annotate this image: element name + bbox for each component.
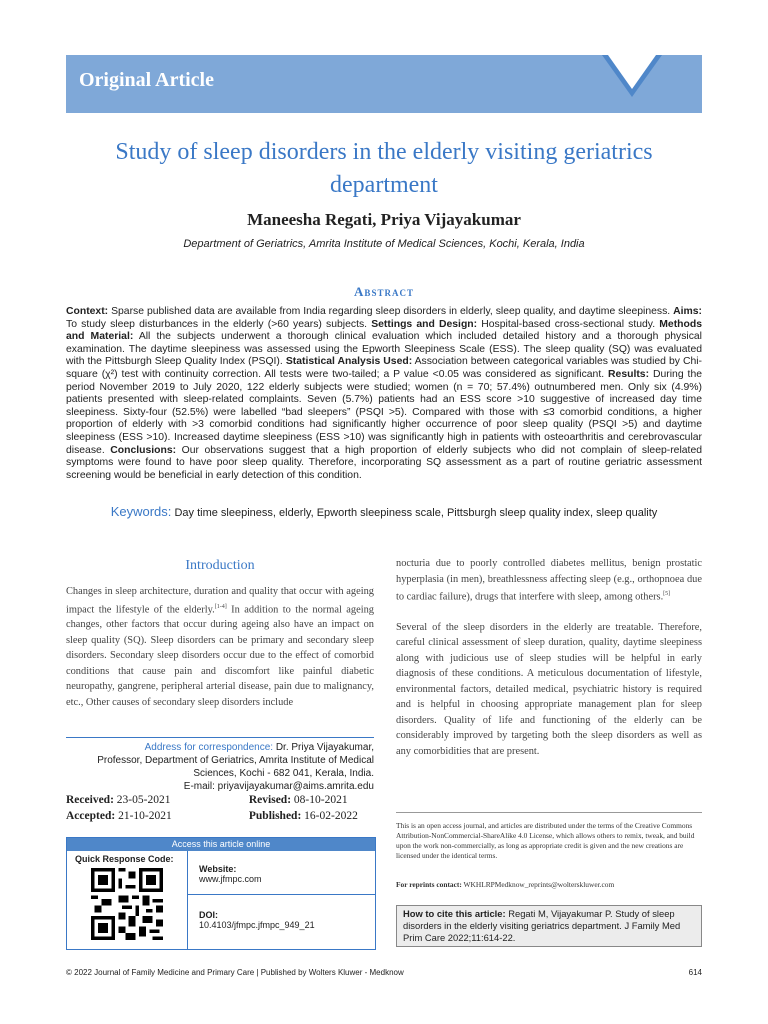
intro-left-text-cont: In addition to the normal ageing changes, other factors that occur during ageing also have an impact on sleep quality (SQ). Sleep disorders can be primary and secondary sleep disorders. Secondary sleep disorders occur due to the effect of comorbid conditions that cause pain and discomfort like painful diabetic neuropathy, gangrene, peripheral arterial disease, pain due to malignancy, etc., Other causes of secondary sleep disorders include — [66, 603, 374, 708]
intro-left-column — [66, 584, 374, 710]
aims-text: To study sleep disturbances in the elderly (>60 years) subjects. — [66, 318, 368, 330]
received-date: 23-05-2021 — [116, 794, 171, 806]
cite-text: Regati M, Vijayakumar P. Study of sleep disorders in the elderly visiting geriatrics department. J Family Med Prim Care 2022;11:614-22. — [403, 908, 681, 943]
conclusions-label: Conclusions: — [110, 444, 177, 456]
methods-label: Methods and Material: — [66, 318, 702, 343]
revised-date: 08-10-2021 — [293, 794, 348, 806]
methods-text: All the subjects underwent a thorough clinical evaluation which included detailed history and a thorough physical examination. The daytime sleepiness was assessed using the Epworth Sleepiness Scale (ESS). The sleep quality (SQ) was evaluated with the Pittsburgh Sleep Quality Index (PSQI). — [66, 331, 702, 368]
revised-label: Revised: — [248, 794, 292, 806]
access-online-box — [66, 837, 376, 950]
settings-label: Settings and Design: — [371, 318, 478, 330]
article-title: Study of sleep disorders in the elderly visiting geriatrics department — [115, 139, 653, 198]
correspondence-name: Dr. Priya Vijayakumar, — [275, 742, 374, 753]
intro-right-column — [396, 556, 702, 759]
doi-link[interactable]: 10.4103/jfmpc.jfmpc_949_21 — [199, 920, 315, 930]
aims-label: Aims: — [673, 306, 702, 317]
intro-right-paragraph-2: Several of the sleep disorders in the elderly are treatable. Therefore, careful clinical assessment of sleep duration, quality, daytime sleepiness along with judicious use of sleep studies will be helpful in early diagnosis of these conditions. A meticulous documentation of lifestyle, environmental factors, detailed medical, psychiatric history is required and is helpful in choosing appropriate management plan for sleep disorders. Quality of life and functioning of the elderly can be considerably improved by targeting both the sleep disorders as well as any comorbidities that are present. — [396, 621, 702, 757]
context-text: Sparse published data are available from India regarding sleep disorders in elderly, sleep quality, and daytime sleepiness. — [111, 306, 671, 317]
correspondence-block — [66, 737, 374, 793]
citation-box — [396, 905, 702, 947]
page-number: 614 — [688, 968, 702, 977]
correspondence-email[interactable]: E-mail: priyavijayakumar@aims.amrita.edu — [183, 781, 374, 792]
reprints-label: For reprints contact: — [396, 880, 462, 889]
license-text: This is an open access journal, and articles are distributed under the terms of the Creative Commons Attribution-NonCommercial-ShareAlike 4.0 License, which allows others to remix, tweak, and build upon the work non-commercially, as long as appropriate credit is given and the new creations are licensed under the identical terms. — [396, 812, 702, 861]
access-heading: Access this article online — [67, 838, 375, 851]
article-dates — [66, 792, 374, 824]
correspondence-line: Sciences, Kochi - 682 041, Kerala, India. — [193, 768, 374, 779]
reprints-contact — [396, 880, 702, 889]
abstract-body — [66, 306, 702, 482]
footer-text: © 2022 Journal of Family Medicine and Primary Care | Published by Wolters Kluwer - Medknow — [66, 968, 404, 977]
results-text: During the period November 2019 to July 2020, 122 elderly subjects were studied; women (n = 70; 57.4%) outnumbered men. Only six (4.9%) patients presented with sleep-related complaints. Seven (5.7%) patients had an ESS score >10 suggestive of increased day time sleepiness. Sixty-four (52.5%) were labelled “bad sleepers” (PSQI >5). Compared with those with ≤3 comorbid conditions, a higher proportion of elderly with >3 comorbid conditions had significantly higher occurrence of poor sleep quality (PSQI >5) and daytime sleepiness (ESS >10). Increased daytime sleepiness (ESS >10) was significantly high in patients with osteoarthritis and cerebrovascular disease. — [66, 368, 702, 456]
published-label: Published: — [248, 810, 302, 822]
doi-label: DOI: — [199, 910, 218, 920]
keywords — [66, 504, 702, 519]
article-type-banner — [66, 55, 702, 113]
website-label: Website: — [199, 864, 237, 874]
qr-code-icon[interactable] — [91, 868, 163, 940]
conclusions-text: Our observations suggest that a high proportion of elderly subjects who did not complain of sleep-related symptoms were found to have poor sleep quality. Therefore, incorporating SQ assessment as a part of routine geriatric assessment screening would be beneficial in early detection of this condition. — [66, 444, 702, 481]
introduction-heading: Introduction — [185, 558, 255, 573]
citation-ref[interactable]: [1-4] — [214, 603, 227, 610]
published-date: 16-02-2022 — [304, 810, 358, 822]
stats-label: Statistical Analysis Used: — [285, 356, 413, 368]
keywords-label: Keywords: — [110, 504, 172, 519]
keywords-text: Day time sleepiness, elderly, Epworth sleepiness scale, Pittsburgh sleep quality index, sleep quality — [174, 507, 658, 519]
intro-right-paragraph-1 — [396, 556, 702, 605]
intro-left-text: Changes in sleep architecture, duration and quality that occur with ageing impact the lifestyle of the elderly. — [66, 586, 374, 615]
accepted-label: Accepted: — [66, 810, 116, 822]
context-label: Context: — [66, 306, 109, 317]
reprints-email[interactable]: WKHLRPMedknow_reprints@wolterskluwer.com — [463, 880, 615, 889]
received-label: Received: — [66, 794, 114, 806]
abstract-heading: Abstract — [354, 284, 414, 299]
doi-block — [199, 910, 315, 930]
intro-right-text-1: nocturia due to poorly controlled diabetes mellitus, benign prostatic hyperplasia (in men), breathlessness affecting sleep (e.g., orthopnoea due to cardiac failure), drugs that interfere with sleep, among others. — [396, 558, 702, 603]
accepted-date: 21-10-2021 — [118, 810, 172, 822]
access-divider-horizontal — [187, 894, 375, 895]
article-type-label: Original Article — [79, 69, 214, 91]
citation-ref[interactable]: [5] — [663, 591, 671, 597]
access-divider — [187, 851, 188, 949]
qr-label: Quick Response Code: — [75, 854, 174, 864]
cite-label: How to cite this article: — [403, 908, 506, 919]
correspondence-label: Address for correspondence: — [144, 742, 274, 753]
website-link[interactable]: www.jfmpc.com — [199, 874, 262, 884]
authors: Maneesha Regati, Priya Vijayakumar — [247, 210, 521, 229]
page-footer — [66, 968, 702, 977]
banner-notch-inner — [608, 55, 656, 89]
settings-text: Hospital-based cross-sectional study. — [481, 318, 656, 330]
website-block — [199, 864, 262, 884]
affiliation: Department of Geriatrics, Amrita Institute of Medical Sciences, Kochi, Kerala, India — [183, 238, 585, 250]
stats-text: Association between categorical variables was studied by Chi-square (χ²) test with continuity correction. All tests were two-tailed; a P value <0.05 was considered as significant. — [66, 356, 702, 380]
results-label: Results: — [608, 368, 650, 380]
correspondence-line: Professor, Department of Geriatrics, Amrita Institute of Medical — [97, 755, 374, 766]
